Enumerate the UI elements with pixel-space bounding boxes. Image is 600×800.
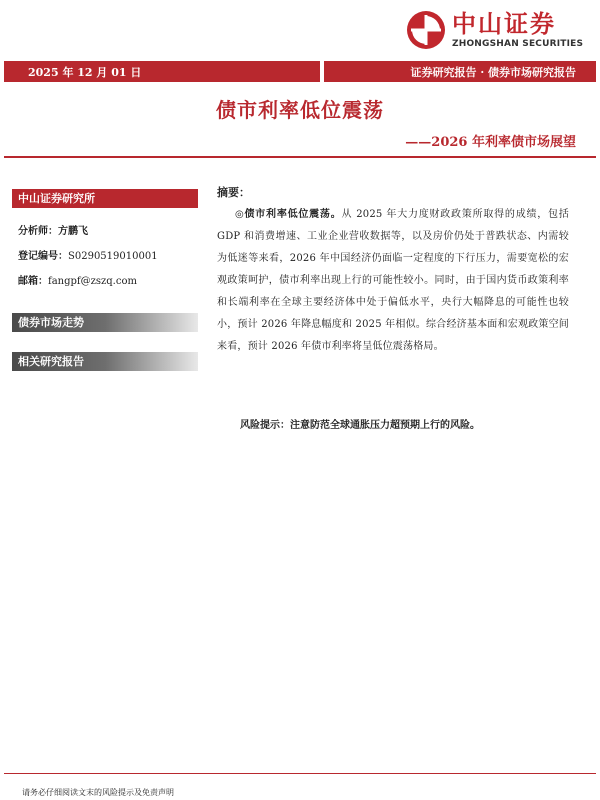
brand-name-en: ZHONGSHAN SECURITIES [452,39,584,49]
analyst-label: 分析师： [18,226,58,237]
institute-header: 中山证券研究所 [12,189,198,208]
header-banner [4,61,596,82]
section-related-reports: 相关研究报告 [12,352,198,371]
email-row [12,272,198,287]
analyst-row [12,222,198,237]
banner-divider [320,61,324,82]
section-market-trend: 债券市场走势 [12,313,198,332]
registration-label: 登记编号： [18,251,68,262]
report-subtitle: ——2026 年利率债市场展望 [405,135,576,150]
analyst-name: 方鹏飞 [58,226,88,237]
registration-row [12,247,198,262]
registration-number: S0290519010001 [68,251,158,262]
abstract-heading: 摘要： [217,186,250,199]
report-title: 债市利率低位震荡 [216,98,384,122]
footer-disclaimer: 请务必仔细阅读文末的风险提示及免责声明 [22,788,174,797]
risk-warning: 风险提示：注意防范全球通胀压力超预期上行的风险。 [240,420,480,431]
abstract-lead: ◎债市利率低位震荡。 [235,209,342,220]
zhongshan-logo-icon [406,10,446,50]
abstract-text: 从 2025 年大力度财政政策所取得的成绩，包括 GDP 和消费增速、工业企业营收数据等，以及房价仍处于普跌状态、内需较为低迷等来看，2026 年中国经济仍面临一定程度的下行压力，需要宽松的宏观政策呵护，债市利率出现上行的可能性较小。同时，由于国内货币政策利率和长端利率在全球主要经济体中处于偏低水平，央行大幅降息的可能性也较小，预计 2026 年降息幅度和 2025 年相似。综合经济基本面和宏观政策空间来看，预计 2026 年债市利率将呈低位震荡格局。 [217,209,570,352]
report-date: 2025 年 12 月 01 日 [28,66,142,79]
report-category: 证券研究报告 · 债券市场研究报告 [410,66,576,79]
sidebar [12,189,198,371]
abstract-body [217,204,569,358]
email-label: 邮箱： [18,276,48,287]
title-divider [4,156,596,158]
footer-divider [4,773,596,774]
email-link[interactable]: fangpf@zszq.com [48,276,137,287]
brand-logo [406,8,596,52]
brand-name-cn: 中山证券 [452,10,556,38]
abstract [217,184,569,358]
